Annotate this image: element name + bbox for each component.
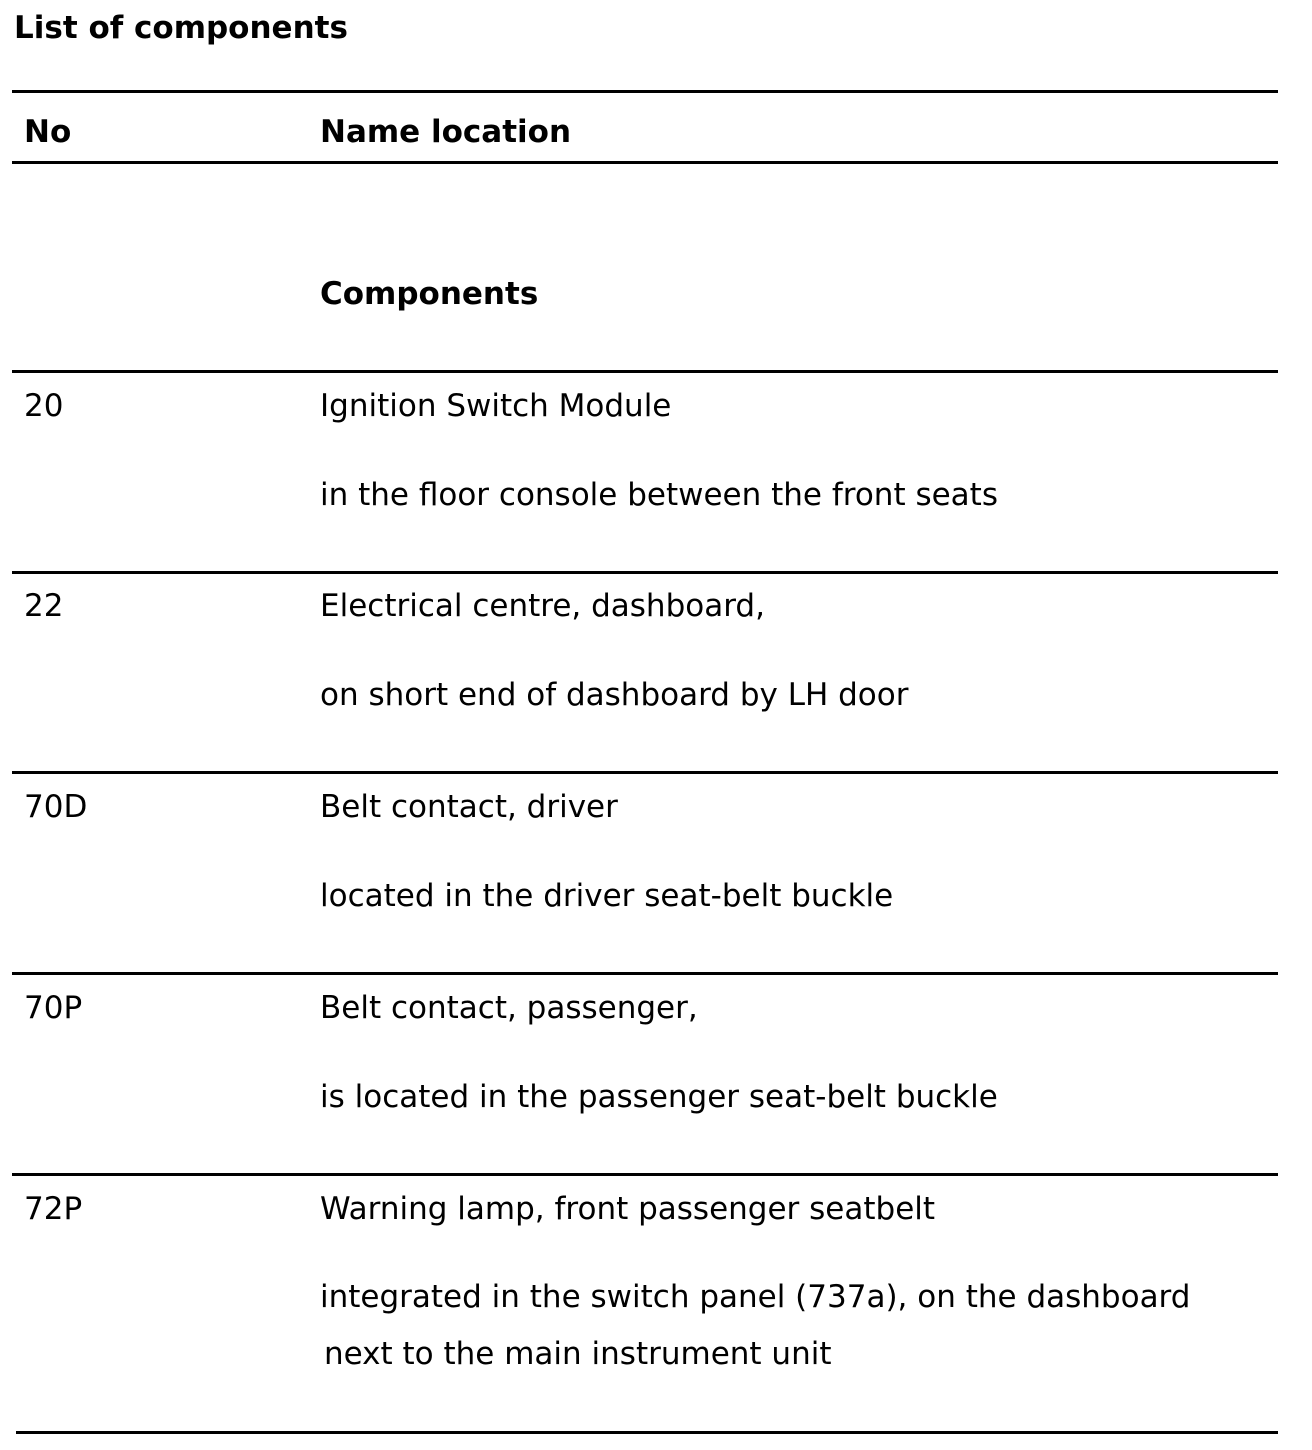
row-number: 20: [24, 388, 64, 424]
row-rule: [12, 571, 1278, 574]
component-name: Warning lamp, front passenger seatbelt: [320, 1191, 936, 1227]
table-top-rule: [12, 90, 1278, 93]
row-rule: [12, 1173, 1278, 1176]
component-name: Electrical centre, dashboard,: [320, 588, 765, 624]
component-name: Ignition Switch Module: [320, 388, 672, 424]
component-location-continued: next to the main instrument unit: [324, 1336, 832, 1372]
component-location: on short end of dashboard by LH door: [320, 677, 909, 713]
row-number: 72P: [24, 1191, 83, 1227]
component-location: located in the driver seat-belt buckle: [320, 878, 894, 914]
component-location: in the floor console between the front seats: [320, 477, 998, 513]
row-number: 70D: [24, 789, 88, 825]
component-name: Belt contact, passenger,: [320, 990, 698, 1026]
row-rule: [12, 972, 1278, 975]
page-title: List of components: [14, 10, 348, 46]
table-bottom-rule: [16, 1431, 1278, 1434]
section-heading: Components: [320, 276, 539, 312]
header-name-location: Name location: [320, 114, 572, 150]
component-location: integrated in the switch panel (737a), on the dashboard: [320, 1279, 1191, 1315]
row-number: 22: [24, 588, 64, 624]
component-name: Belt contact, driver: [320, 789, 618, 825]
row-number: 70P: [24, 990, 83, 1026]
header-no: No: [24, 114, 72, 150]
header-rule: [12, 161, 1278, 164]
row-rule: [12, 771, 1278, 774]
component-location: is located in the passenger seat-belt buckle: [320, 1079, 998, 1115]
row-rule: [12, 370, 1278, 373]
